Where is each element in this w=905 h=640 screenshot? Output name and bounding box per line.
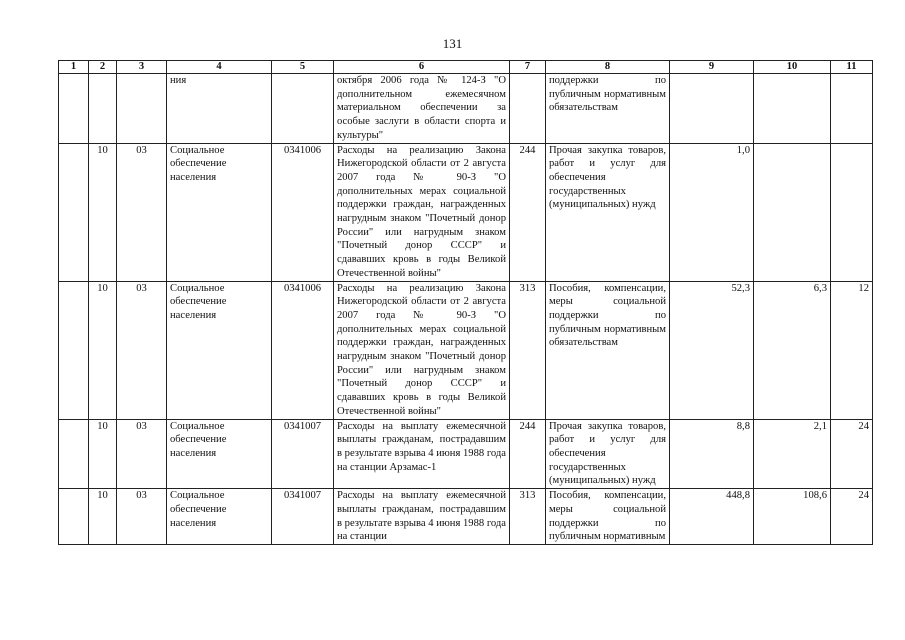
cell-expense-type	[510, 74, 546, 144]
cell-subsection: 03	[117, 143, 167, 281]
cell-subsection: 03	[117, 281, 167, 419]
cell-expense-type: 313	[510, 489, 546, 545]
cell-amount-11: 24	[831, 489, 873, 545]
cell-section-name: ния	[167, 74, 272, 144]
cell-description: Расходы на выплату ежемесячной выплаты гражданам, пострадавшим в результате взрыва 4 июня 1988 года на станции	[334, 489, 510, 545]
cell-description: Расходы на выплату ежемесячной выплаты гражданам, пострадавшим в результате взрыва 4 июня 1988 года на станции Арзамас-1	[334, 419, 510, 489]
table-row	[59, 281, 873, 419]
cell-amount-10: 108,6	[754, 489, 831, 545]
cell-description: Расходы на реализацию Закона Нижегородской области от 2 августа 2007 года № 90-З "О дополнительных мерах социальной поддержки граждан, награжденных нагрудным знаком "Почетный донор России" или нагрудным знаком "Почетный донор СССР" и сдававших кровь в годы Великой Отечественной войны"	[334, 143, 510, 281]
col-header-8: 8	[546, 61, 670, 74]
table-row	[59, 419, 873, 489]
cell-expense-type: 313	[510, 281, 546, 419]
cell-amount-11	[831, 143, 873, 281]
col-header-7: 7	[510, 61, 546, 74]
cell-subsection: 03	[117, 489, 167, 545]
cell-amount-10: 2,1	[754, 419, 831, 489]
cell-amount-11	[831, 74, 873, 144]
cell-target-code: 0341006	[272, 281, 334, 419]
cell-col1	[59, 281, 89, 419]
cell-section: 10	[89, 143, 117, 281]
cell-target-code: 0341007	[272, 419, 334, 489]
cell-expense-type: 244	[510, 419, 546, 489]
cell-amount-9: 8,8	[670, 419, 754, 489]
cell-section-name: Социальное обеспечение населения	[167, 419, 272, 489]
budget-table	[58, 60, 873, 545]
cell-amount-10: 6,3	[754, 281, 831, 419]
cell-target-code: 0341007	[272, 489, 334, 545]
cell-amount-9	[670, 74, 754, 144]
cell-col1	[59, 143, 89, 281]
cell-description: октября 2006 года № 124-З "О дополнительном ежемесячном материальном обеспечении за особые заслуги в области спорта и культуры"	[334, 74, 510, 144]
cell-expense-name: Пособия, компенсации, меры социальной поддержки по публичным нормативным обязательствам	[546, 281, 670, 419]
cell-description: Расходы на реализацию Закона Нижегородской области от 2 августа 2007 года № 90-З "О дополнительных мерах социальной поддержки граждан, награжденных нагрудным знаком "Почетный донор России" или нагрудным знаком "Почетный донор СССР" и сдававших кровь в годы Великой Отечественной войны"	[334, 281, 510, 419]
cell-amount-9: 448,8	[670, 489, 754, 545]
cell-target-code	[272, 74, 334, 144]
col-header-4: 4	[167, 61, 272, 74]
cell-expense-name: Прочая закупка товаров, работ и услуг для обеспечения государственных (муниципальных) нужд	[546, 143, 670, 281]
cell-expense-name: Пособия, компенсации, меры социальной поддержки по публичным нормативным	[546, 489, 670, 545]
cell-amount-11: 12	[831, 281, 873, 419]
cell-expense-name: поддержки по публичным нормативным обязательствам	[546, 74, 670, 144]
table-row	[59, 489, 873, 545]
table-row	[59, 143, 873, 281]
col-header-3: 3	[117, 61, 167, 74]
cell-subsection: 03	[117, 419, 167, 489]
cell-section-name: Социальное обеспечение населения	[167, 281, 272, 419]
cell-section: 10	[89, 419, 117, 489]
cell-amount-9: 52,3	[670, 281, 754, 419]
cell-col1	[59, 489, 89, 545]
cell-col1	[59, 419, 89, 489]
cell-target-code: 0341006	[272, 143, 334, 281]
col-header-1: 1	[59, 61, 89, 74]
cell-section-name: Социальное обеспечение населения	[167, 489, 272, 545]
table-row	[59, 74, 873, 144]
col-header-5: 5	[272, 61, 334, 74]
col-header-10: 10	[754, 61, 831, 74]
cell-expense-name: Прочая закупка товаров, работ и услуг для обеспечения государственных (муниципальных) нужд	[546, 419, 670, 489]
col-header-2: 2	[89, 61, 117, 74]
cell-amount-11: 24	[831, 419, 873, 489]
col-header-11: 11	[831, 61, 873, 74]
cell-subsection	[117, 74, 167, 144]
header-row	[59, 61, 873, 74]
col-header-6: 6	[334, 61, 510, 74]
col-header-9: 9	[670, 61, 754, 74]
cell-section: 10	[89, 489, 117, 545]
cell-expense-type: 244	[510, 143, 546, 281]
page-number: 131	[442, 36, 463, 51]
cell-section-name: Социальное обеспечение населения	[167, 143, 272, 281]
cell-amount-10	[754, 74, 831, 144]
cell-amount-9: 1,0	[670, 143, 754, 281]
cell-amount-10	[754, 143, 831, 281]
cell-section	[89, 74, 117, 144]
cell-section: 10	[89, 281, 117, 419]
cell-col1	[59, 74, 89, 144]
